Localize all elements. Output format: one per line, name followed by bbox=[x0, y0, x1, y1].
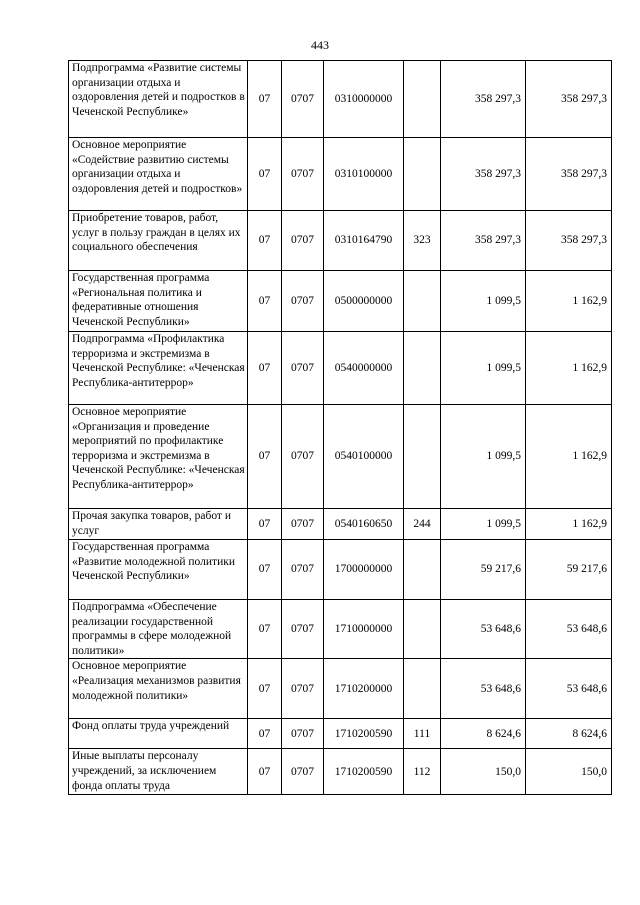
row-subsection: 0707 bbox=[282, 600, 324, 659]
row-name: Государственная программа «Развитие молодежной политики Чеченской Республики» bbox=[69, 540, 248, 600]
row-target-article: 0310100000 bbox=[324, 138, 404, 211]
row-sum-2: 1 162,9 bbox=[526, 509, 612, 540]
row-sum-2: 358 297,3 bbox=[526, 138, 612, 211]
row-expense-type bbox=[404, 600, 441, 659]
row-sum-1: 53 648,6 bbox=[441, 600, 526, 659]
row-subsection: 0707 bbox=[282, 719, 324, 749]
row-expense-type bbox=[404, 659, 441, 719]
row-sum-2: 59 217,6 bbox=[526, 540, 612, 600]
row-target-article: 1700000000 bbox=[324, 540, 404, 600]
row-sum-2: 358 297,3 bbox=[526, 61, 612, 138]
row-name: Фонд оплаты труда учреждений bbox=[69, 719, 248, 749]
row-section: 07 bbox=[248, 509, 282, 540]
row-sum-2: 53 648,6 bbox=[526, 600, 612, 659]
row-expense-type: 323 bbox=[404, 211, 441, 271]
row-expense-type bbox=[404, 405, 441, 509]
row-sum-1: 1 099,5 bbox=[441, 332, 526, 405]
row-name: Иные выплаты персоналу учреждений, за исключением фонда оплаты труда bbox=[69, 749, 248, 795]
row-target-article: 0500000000 bbox=[324, 271, 404, 332]
row-name: Приобретение товаров, работ, услуг в пользу граждан в целях их социального обеспечения bbox=[69, 211, 248, 271]
row-target-article: 1710000000 bbox=[324, 600, 404, 659]
row-subsection: 0707 bbox=[282, 332, 324, 405]
row-target-article: 0310000000 bbox=[324, 61, 404, 138]
row-section: 07 bbox=[248, 659, 282, 719]
row-sum-1: 1 099,5 bbox=[441, 271, 526, 332]
row-section: 07 bbox=[248, 211, 282, 271]
row-expense-type: 112 bbox=[404, 749, 441, 795]
row-section: 07 bbox=[248, 600, 282, 659]
row-sum-1: 1 099,5 bbox=[441, 405, 526, 509]
row-section: 07 bbox=[248, 749, 282, 795]
row-sum-2: 1 162,9 bbox=[526, 405, 612, 509]
row-target-article: 0310164790 bbox=[324, 211, 404, 271]
row-name: Подпрограмма «Развитие системы организации отдыха и оздоровления детей и подростков в Чеченской Республике» bbox=[69, 61, 248, 138]
row-section: 07 bbox=[248, 61, 282, 138]
row-target-article: 1710200590 bbox=[324, 719, 404, 749]
row-sum-1: 8 624,6 bbox=[441, 719, 526, 749]
row-sum-1: 1 099,5 bbox=[441, 509, 526, 540]
row-subsection: 0707 bbox=[282, 749, 324, 795]
row-subsection: 0707 bbox=[282, 509, 324, 540]
row-section: 07 bbox=[248, 540, 282, 600]
table-row bbox=[69, 540, 612, 600]
table-row bbox=[69, 405, 612, 509]
row-name: Прочая закупка товаров, работ и услуг bbox=[69, 509, 248, 540]
row-subsection: 0707 bbox=[282, 540, 324, 600]
row-expense-type: 244 bbox=[404, 509, 441, 540]
table-row bbox=[69, 61, 612, 138]
row-sum-2: 1 162,9 bbox=[526, 271, 612, 332]
row-sum-2: 150,0 bbox=[526, 749, 612, 795]
row-subsection: 0707 bbox=[282, 271, 324, 332]
row-sum-1: 59 217,6 bbox=[441, 540, 526, 600]
row-sum-2: 8 624,6 bbox=[526, 719, 612, 749]
row-sum-1: 150,0 bbox=[441, 749, 526, 795]
row-section: 07 bbox=[248, 405, 282, 509]
row-name: Основное мероприятие «Организация и проведение мероприятий по профилактике терроризма и экстремизма в Чеченской Республике: «Чеченская Республика-антитеррор» bbox=[69, 405, 248, 509]
row-section: 07 bbox=[248, 332, 282, 405]
row-name: Подпрограмма «Профилактика терроризма и экстремизма в Чеченской Республике: «Чеченская Республика-антитеррор» bbox=[69, 332, 248, 405]
row-name: Основное мероприятие «Содействие развитию системы организации отдыха и оздоровления детей и подростков» bbox=[69, 138, 248, 211]
row-subsection: 0707 bbox=[282, 211, 324, 271]
row-name: Государственная программа «Региональная политика и федеративные отношения Чеченской Республики» bbox=[69, 271, 248, 332]
row-name: Основное мероприятие «Реализация механизмов развития молодежной политики» bbox=[69, 659, 248, 719]
row-expense-type: 111 bbox=[404, 719, 441, 749]
row-sum-1: 358 297,3 bbox=[441, 61, 526, 138]
row-expense-type bbox=[404, 138, 441, 211]
row-subsection: 0707 bbox=[282, 138, 324, 211]
row-name: Подпрограмма «Обеспечение реализации государственной программы в сфере молодежной политики» bbox=[69, 600, 248, 659]
row-sum-2: 1 162,9 bbox=[526, 332, 612, 405]
row-section: 07 bbox=[248, 719, 282, 749]
row-expense-type bbox=[404, 271, 441, 332]
row-subsection: 0707 bbox=[282, 405, 324, 509]
table-row bbox=[69, 600, 612, 659]
table-row bbox=[69, 509, 612, 540]
row-sum-2: 53 648,6 bbox=[526, 659, 612, 719]
page-number: 443 bbox=[311, 38, 329, 52]
row-expense-type bbox=[404, 61, 441, 138]
row-target-article: 0540160650 bbox=[324, 509, 404, 540]
row-section: 07 bbox=[248, 138, 282, 211]
table-row bbox=[69, 659, 612, 719]
row-target-article: 0540100000 bbox=[324, 405, 404, 509]
row-section: 07 bbox=[248, 271, 282, 332]
row-subsection: 0707 bbox=[282, 61, 324, 138]
row-target-article: 1710200000 bbox=[324, 659, 404, 719]
table-body bbox=[69, 61, 612, 795]
table-row bbox=[69, 271, 612, 332]
row-sum-1: 53 648,6 bbox=[441, 659, 526, 719]
row-sum-2: 358 297,3 bbox=[526, 211, 612, 271]
table-row bbox=[69, 332, 612, 405]
row-subsection: 0707 bbox=[282, 659, 324, 719]
row-target-article: 1710200590 bbox=[324, 749, 404, 795]
budget-table bbox=[68, 60, 612, 795]
row-expense-type bbox=[404, 332, 441, 405]
table-row bbox=[69, 211, 612, 271]
table-row bbox=[69, 138, 612, 211]
row-sum-1: 358 297,3 bbox=[441, 211, 526, 271]
row-target-article: 0540000000 bbox=[324, 332, 404, 405]
row-expense-type bbox=[404, 540, 441, 600]
table-row bbox=[69, 749, 612, 795]
row-sum-1: 358 297,3 bbox=[441, 138, 526, 211]
table-row bbox=[69, 719, 612, 749]
